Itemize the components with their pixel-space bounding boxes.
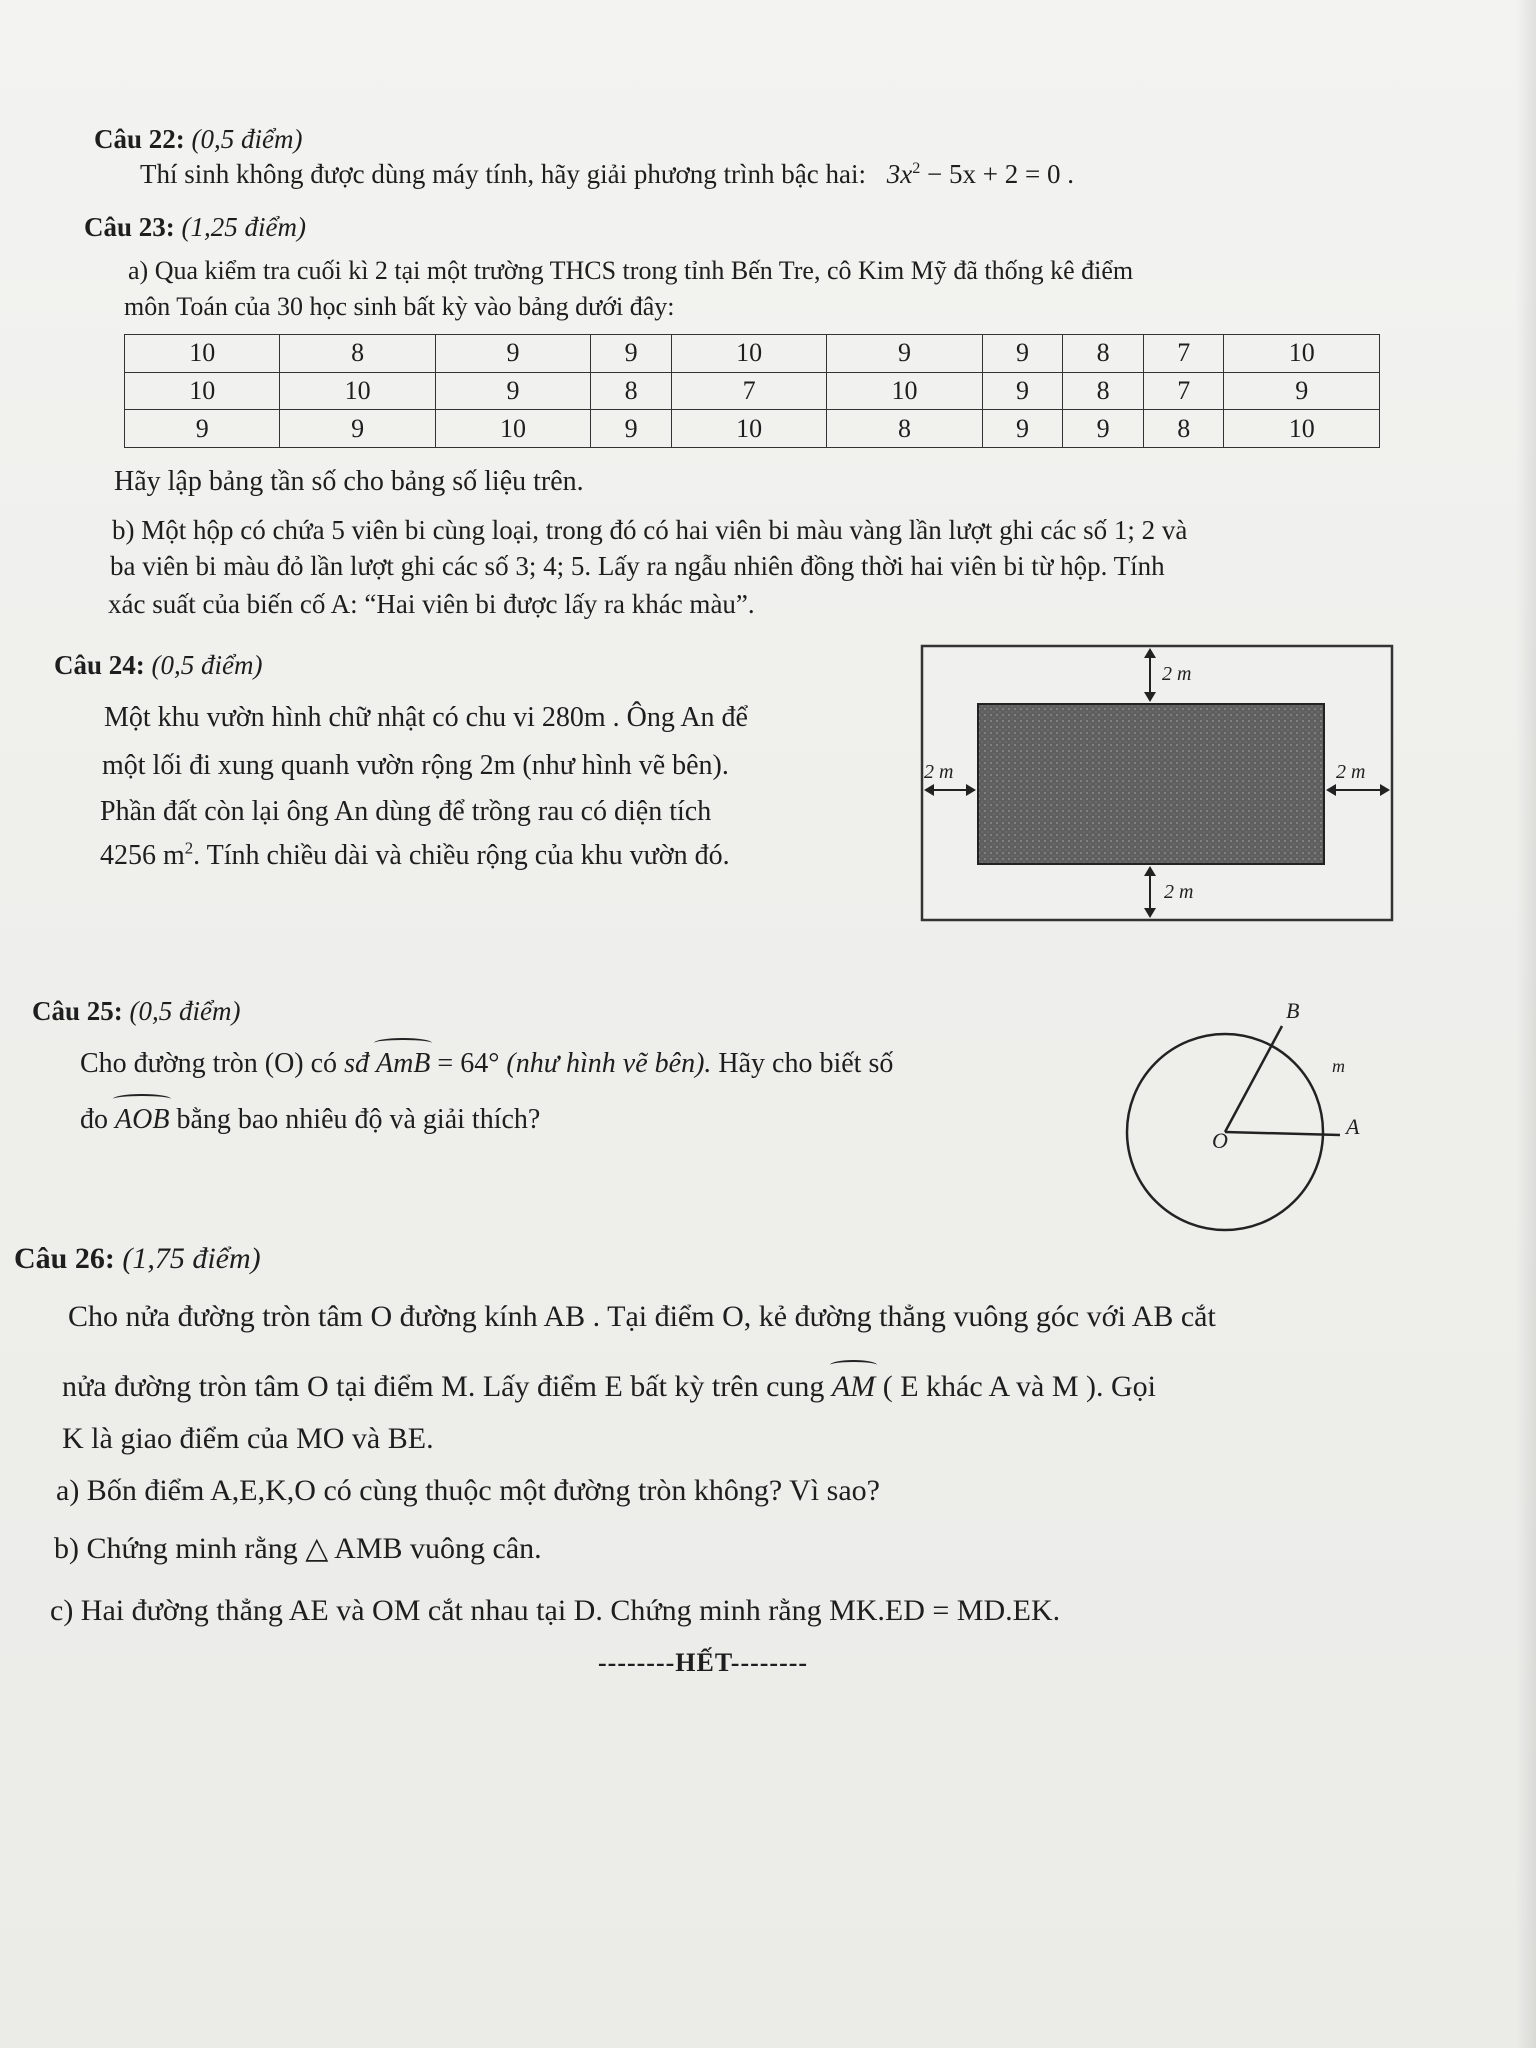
q25-arc-aob: AOB <box>115 1100 169 1139</box>
table-cell: 7 <box>1143 335 1224 373</box>
q25-arc-amb: AmB <box>376 1044 430 1083</box>
q23-part-a-line2: môn Toán của 30 học sinh bất kỳ vào bảng dưới đây: <box>124 292 675 321</box>
radius-ob <box>1225 1026 1282 1132</box>
table-cell: 10 <box>671 410 826 448</box>
q22-points: (0,5 điểm) <box>191 124 303 154</box>
end-mark: --------HẾT-------- <box>598 1648 809 1677</box>
table-cell: 10 <box>435 410 590 448</box>
vegetable-plot-rect <box>978 704 1324 864</box>
table-cell: 9 <box>591 410 672 448</box>
q22-header <box>94 124 302 155</box>
q22-equation <box>887 159 1074 189</box>
table-cell: 10 <box>125 372 280 410</box>
q26-line2-a: nửa đường tròn tâm O tại điểm M. Lấy điểm E bất kỳ trên cung <box>62 1370 832 1403</box>
q22-eq-part-b: − 5x + 2 = 0 . <box>920 159 1074 189</box>
table-cell: 9 <box>591 335 672 373</box>
q25-line1 <box>80 1044 893 1083</box>
table-cell: 9 <box>1063 410 1144 448</box>
table-cell: 10 <box>671 335 826 373</box>
table-cell: 10 <box>827 372 982 410</box>
q22-text-line <box>140 156 1074 194</box>
arc-m-label: m <box>1332 1056 1345 1076</box>
table-cell: 9 <box>125 410 280 448</box>
table-cell: 8 <box>1143 410 1224 448</box>
q26-arc-am: AM <box>832 1366 875 1408</box>
q25-header <box>32 996 240 1027</box>
q26-line3: K là giao điểm của MO và BE. <box>62 1422 434 1455</box>
garden-figure <box>918 642 1396 924</box>
table-cell: 9 <box>982 372 1063 410</box>
q25-sd: sđ <box>344 1048 376 1079</box>
fig-label-right: 2 m <box>1336 761 1366 783</box>
q22-eq-exponent: 2 <box>912 159 921 177</box>
table-cell: 8 <box>1063 335 1144 373</box>
q25-line1-a: Cho đường tròn (O) có <box>80 1048 345 1079</box>
q26-part-a: a) Bốn điểm A,E,K,O có cùng thuộc một đường tròn không? Vì sao? <box>56 1474 880 1507</box>
table-row <box>125 372 1380 410</box>
q24-line2: một lối đi xung quanh vườn rộng 2m (như hình vẽ bên). <box>102 750 729 781</box>
table-cell: 9 <box>982 335 1063 373</box>
q25-line1-note: (như hình vẽ bên). <box>499 1048 712 1079</box>
q26-line2 <box>62 1366 1156 1408</box>
q23-part-b-line2: ba viên bi màu đỏ lần lượt ghi các số 3; 4; 5. Lấy ra ngẫu nhiên đồng thời hai viên bi từ hộp. Tính <box>110 551 1165 581</box>
table-cell: 10 <box>125 335 280 373</box>
q23-header <box>84 212 306 243</box>
q26-part-b: b) Chứng minh rằng △ AMB vuông cân. <box>54 1532 542 1565</box>
page-edge-shadow <box>1516 0 1536 2048</box>
q25-line1-d: Hãy cho biết số <box>711 1048 894 1079</box>
q23-part-b-line1: b) Một hộp có chứa 5 viên bi cùng loại, trong đó có hai viên bi màu vàng lần lượt ghi các số 1; 2 và <box>112 515 1188 545</box>
table-cell: 9 <box>1224 372 1380 410</box>
q22-title: Câu 22: <box>94 124 185 154</box>
table-cell: 9 <box>435 372 590 410</box>
table-cell: 7 <box>671 372 826 410</box>
q25-title: Câu 25: <box>32 996 123 1026</box>
q24-header <box>54 650 262 681</box>
q25-line2 <box>80 1100 540 1139</box>
q24-area-exponent: 2 <box>184 838 194 858</box>
table-cell: 9 <box>435 335 590 373</box>
q26-title: Câu 26: <box>14 1242 115 1275</box>
table-cell: 8 <box>280 335 435 373</box>
scores-table <box>124 334 1380 448</box>
q25-line2-b: bằng bao nhiêu độ và giải thích? <box>169 1104 541 1135</box>
table-cell: 9 <box>280 410 435 448</box>
q23-after-table: Hãy lập bảng tần số cho bảng số liệu trên. <box>114 466 584 497</box>
fig-label-left: 2 m <box>924 761 954 783</box>
q26-part-c: c) Hai đường thẳng AE và OM cắt nhau tại D. Chứng minh rằng MK.ED = MD.EK. <box>50 1594 1061 1627</box>
table-cell: 8 <box>591 372 672 410</box>
q23-points: (1,25 điểm) <box>181 212 306 242</box>
q25-points: (0,5 điểm) <box>129 996 241 1026</box>
q24-points: (0,5 điểm) <box>151 650 263 680</box>
q26-points: (1,75 điểm) <box>122 1242 261 1275</box>
table-row <box>125 335 1380 373</box>
table-cell: 10 <box>280 372 435 410</box>
table-cell: 8 <box>827 410 982 448</box>
table-cell: 10 <box>1224 410 1380 448</box>
q24-area-value: 4256 m <box>100 840 185 871</box>
point-b-label: B <box>1286 1000 1300 1023</box>
q26-line2-b: ( E khác A và M ). Gọi <box>875 1370 1156 1403</box>
q25-angle-value: = 64° <box>430 1048 500 1079</box>
table-cell: 8 <box>1063 372 1144 410</box>
q22-text: Thí sinh không được dùng máy tính, hãy giải phương trình bậc hai: <box>140 159 866 189</box>
table-cell: 7 <box>1143 372 1224 410</box>
fig-label-top: 2 m <box>1162 663 1192 685</box>
table-cell: 9 <box>827 335 982 373</box>
q23-part-b-line3: xác suất của biến cố A: “Hai viên bi được lấy ra khác màu”. <box>108 589 755 619</box>
q26-line1: Cho nửa đường tròn tâm O đường kính AB . Tại điểm O, kẻ đường thẳng vuông góc với AB cắt <box>68 1300 1216 1333</box>
q24-line4-rest: . Tính chiều dài và chiều rộng của khu vườn đó. <box>193 840 730 871</box>
q23-title: Câu 23: <box>84 212 175 242</box>
table-row <box>125 410 1380 448</box>
point-a-label: A <box>1346 1114 1360 1139</box>
q24-line3: Phần đất còn lại ông An dùng để trồng rau có diện tích <box>100 796 712 827</box>
q26-header <box>14 1242 261 1276</box>
table-cell: 9 <box>982 410 1063 448</box>
q22-eq-part-a: 3x <box>886 159 913 189</box>
q23-part-a-line1: a) Qua kiểm tra cuối kì 2 tại một trường THCS trong tỉnh Bến Tre, cô Kim Mỹ đã thống kê điểm <box>128 256 1134 285</box>
q24-line4 <box>100 836 730 875</box>
q24-title: Câu 24: <box>54 650 145 680</box>
q24-line1: Một khu vườn hình chữ nhật có chu vi 280m . Ông An để <box>104 702 748 733</box>
table-cell: 10 <box>1224 335 1380 373</box>
center-o-label: O <box>1212 1128 1228 1153</box>
circle-figure <box>1110 1000 1370 1240</box>
q25-line2-a: đo <box>80 1104 115 1135</box>
fig-label-bottom: 2 m <box>1164 881 1194 903</box>
